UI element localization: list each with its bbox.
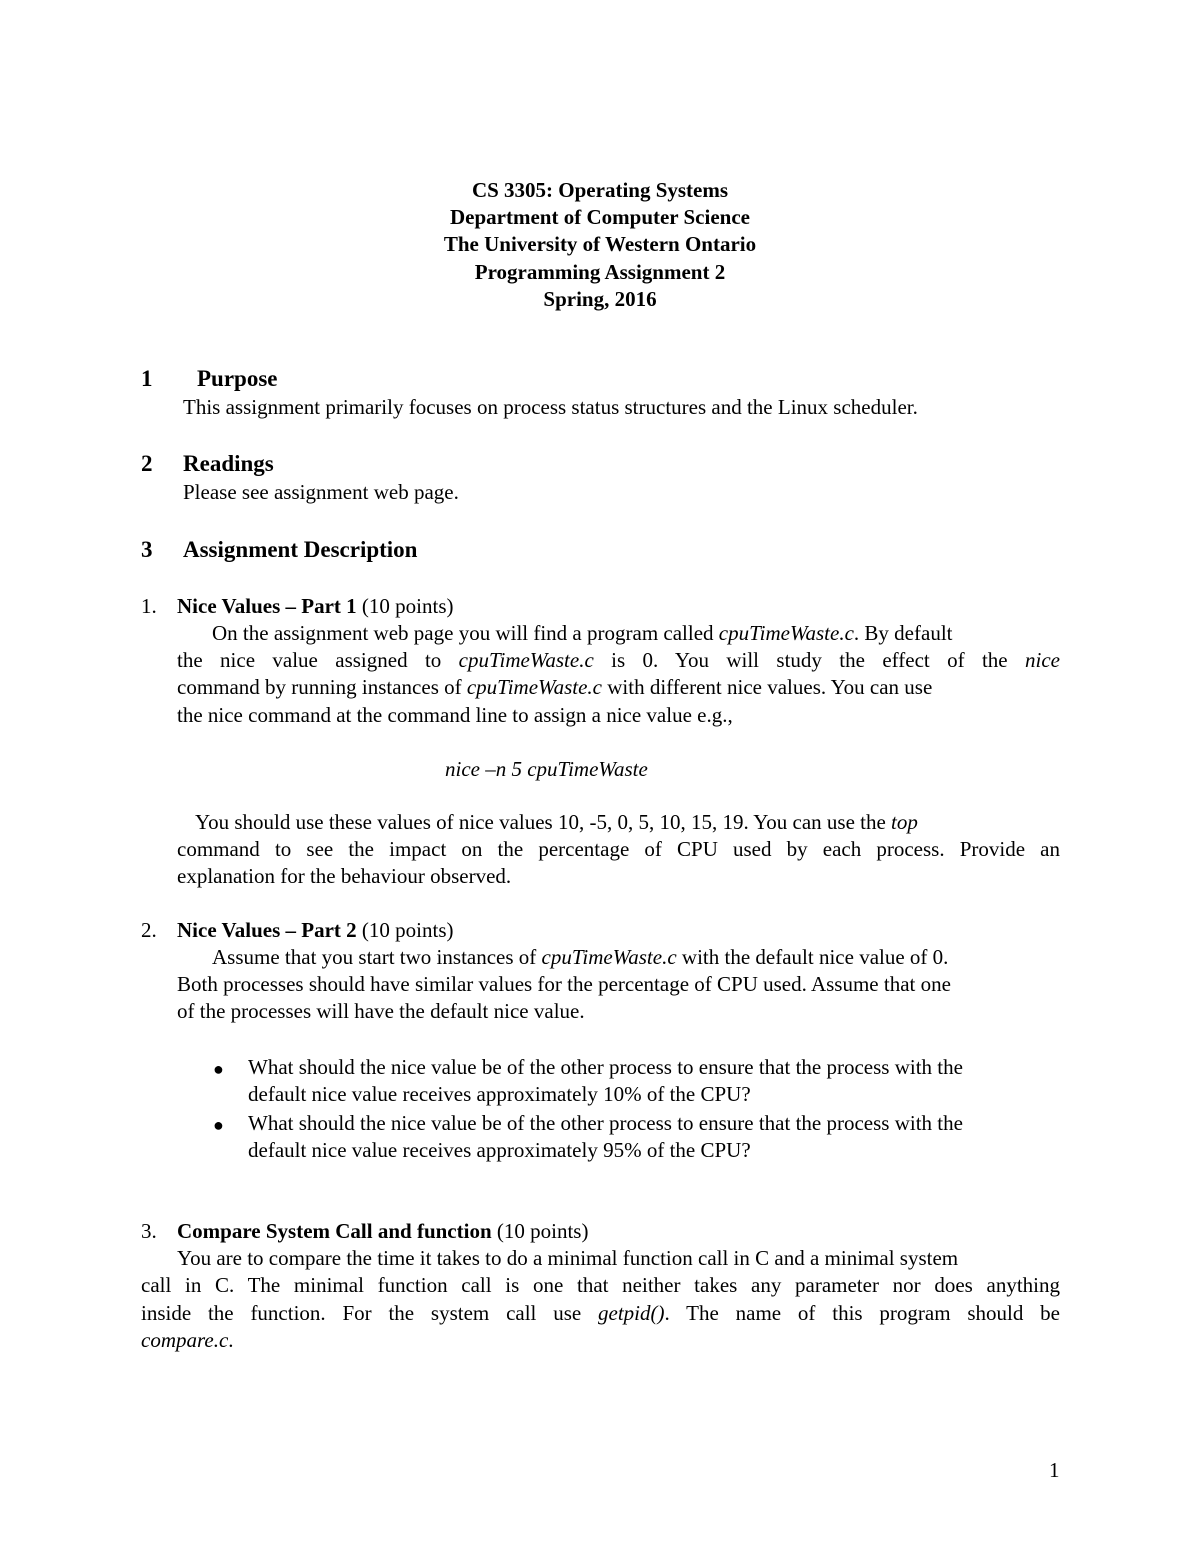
university: The University of Western Ontario [443,232,757,256]
section-1-number: 1 [141,366,153,391]
item-1-title: Nice Values – Part 1 [177,594,357,618]
item-1-line-6: command to see the impact on the percentage of CPU used by each process. Provide an [177,837,1060,861]
section-2-number: 2 [141,451,153,476]
item-2-line-2: Both processes should have similar values for the percentage of CPU used. Assume that one [177,972,951,996]
item-2-line-1: Assume that you start two instances of cpuTimeWaste.c with the default nice value of 0. [212,945,949,969]
item-2-title: Nice Values – Part 2 [177,918,357,942]
item-3-points: (10 points) [496,1219,589,1243]
item-2-line-3: of the processes will have the default nice value. [177,999,585,1023]
section-1-text: This assignment primarily focuses on process status structures and the Linux scheduler. [183,395,918,419]
bullet-1-line-1: What should the nice value be of the other process to ensure that the process with the [248,1055,963,1079]
item-1-line-5: You should use these values of nice values 10, -5, 0, 5, 10, 15, 19. You can use the top [195,810,918,834]
term: Spring, 2016 [543,287,657,311]
item-1-line-2: the nice value assigned to cpuTimeWaste.c is 0. You will study the effect of the nice [177,648,1060,672]
page-number: 1 [1049,1458,1060,1482]
section-2-text: Please see assignment web page. [183,480,459,504]
bullet-icon: ● [213,1059,224,1079]
section-3-number: 3 [141,537,153,562]
section-1-title: Purpose [197,366,278,391]
item-1-line-4: the nice command at the command line to assign a nice value e.g., [177,703,733,727]
item-3-title: Compare System Call and function [177,1219,492,1243]
bullet-2-line-2: default nice value receives approximately 95% of the CPU? [248,1138,751,1162]
bullet-1-line-2: default nice value receives approximately 10% of the CPU? [248,1082,751,1106]
item-1-heading [177,596,453,617]
item-3-line-3: inside the function. For the system call use getpid(). The name of this program should be [141,1301,1060,1325]
bullet-2-line-1: What should the nice value be of the other process to ensure that the process with the [248,1111,963,1135]
item-3-line-4: compare.c. [141,1328,234,1352]
item-2-heading [177,920,453,941]
item-1-number: 1. [141,594,157,618]
item-3-line-1: You are to compare the time it takes to do a minimal function call in C and a minimal system [177,1246,959,1270]
nice-command-example: nice –n 5 cpuTimeWaste [445,757,648,781]
item-1-points: (10 points) [361,594,454,618]
item-3-heading [177,1221,588,1242]
bullet-icon: ● [213,1115,224,1135]
item-3-number: 3. [141,1219,157,1243]
assignment-title: Programming Assignment 2 [474,260,726,284]
item-2-points: (10 points) [361,918,454,942]
item-1-line-7: explanation for the behaviour observed. [177,864,512,888]
item-1-line-1: On the assignment web page you will find a program called cpuTimeWaste.c. By default [212,621,953,645]
item-1-line-3: command by running instances of cpuTimeWaste.c with different nice values. You can use [177,675,933,699]
department: Department of Computer Science [450,205,750,229]
section-2-title: Readings [183,451,274,476]
item-3-line-2: call in C. The minimal function call is one that neither takes any parameter nor does anything [141,1273,1060,1297]
course-title: CS 3305: Operating Systems [471,178,729,202]
section-3-title: Assignment Description [183,537,418,562]
item-2-number: 2. [141,918,157,942]
